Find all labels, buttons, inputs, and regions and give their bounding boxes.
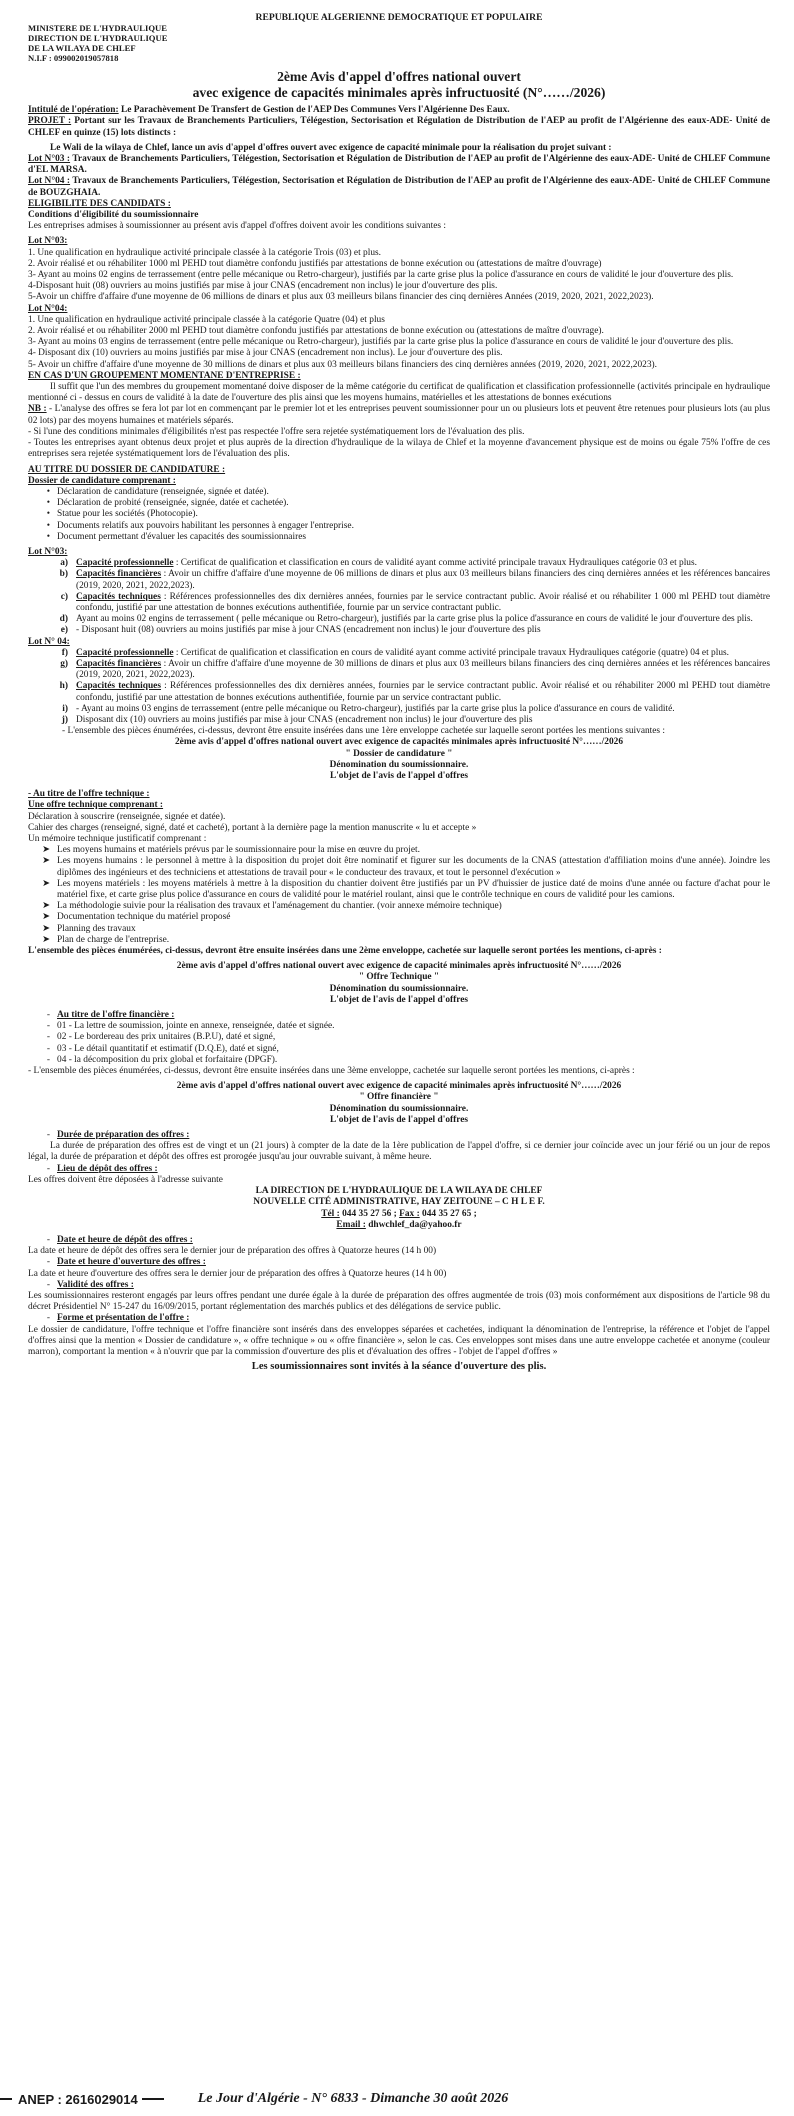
lot-intro-3-text: Travaux de Branchements Particuliers, Télégestion, Sectorisation et Régulation de Distribution de l'AEP au profit de l'Algérienne des eaux-ADE- Unité de CHLEF Commune d'EL MARSA.	[28, 154, 770, 176]
arrow-bullet-icon: ➤	[42, 901, 50, 912]
item-letter: a)	[60, 558, 68, 569]
memoire-item	[28, 912, 770, 923]
envelope1-line: Dénomination du soumissionnaire.	[329, 759, 469, 770]
item-text: Disposant dix (10) ouvriers au moins justifiés par mise à jour CNAS (encadrement non inclus) le jour d'ouverture des plis	[76, 714, 533, 725]
duree-title: Durée de préparation des offres :	[57, 1130, 190, 1141]
dossier-item-text: Documents relatifs aux pouvoirs habilitant les personnes à engager l'entreprise.	[57, 520, 354, 531]
item-label: Capacités financières	[76, 569, 162, 580]
lieu-address: NOUVELLE CITÉ ADMINISTRATIVE, HAY ZEITOUNE – C H L E F.	[253, 1197, 545, 1208]
operation-line	[28, 105, 770, 116]
newspaper-footer	[0, 2088, 794, 2110]
lot3-conditions-label: Lot N°03:	[28, 236, 68, 247]
dash-icon: -	[46, 1043, 50, 1054]
duree-text: La durée de préparation des offres est de vingt et un (21 jours) à compter de la date de la 1ère publication de l'appel d'offre, si ce dernier jour coïncide avec un jour férié ou un jour de repos légal, la durée de préparation et dépôt des offres est prorogée jusqu'au jour ouvrable suivant, à même heure.	[28, 1141, 770, 1163]
lot-intro-4-label: Lot N°04 :	[28, 176, 71, 187]
email-value: dhwchlef_da@yahoo.fr	[365, 1219, 462, 1230]
fax-label: Fax :	[399, 1208, 420, 1219]
dossier-item-text: Document permettant d'évaluer les capacités des soumissionnaires	[57, 531, 307, 542]
forme-title-row	[28, 1313, 770, 1324]
lot4-conditions-label: Lot N°04:	[28, 303, 68, 314]
item-body: : Certificat de qualification et classification en cours de validité ayant comme activité principale travaux Hydrauliques catégorie 03 et plus.	[173, 558, 697, 569]
arrow-bullet-icon: ➤	[42, 934, 50, 945]
notice-subtitle: avec exigence de capacités minimales après infructuosité (N°……/2026)	[192, 85, 606, 101]
envelope1-line: 2ème avis d'appel d'offres national ouvert avec exigence de capacités minimales après infructuosité N°……/2026	[174, 737, 624, 748]
financiere-item-text: 01 - La lettre de soumission, jointe en annexe, renseignée, datée et signée.	[57, 1021, 335, 1032]
item-body: : Avoir un chiffre d'affaire d'une moyenne de 30 millions de dinars et plus aux 03 meilleurs bilans financiers des cinq dernières années et les références bancaires (2019, 2020, 2021, 2022,2023).	[76, 658, 770, 681]
capacity-item	[28, 592, 770, 614]
lot-intro-3-label: Lot N°03 :	[28, 154, 71, 165]
dash-icon: -	[46, 1054, 50, 1065]
envelope3-line: Dénomination du soumissionnaire.	[329, 1103, 469, 1114]
validite-text: Les soumissionnaires resteront engagés par leurs offres pendant une durée égale à la durée de préparation des offres augmentée de trois (03) mois conformément aux dispositions de l'article 98 du décret Présidentiel N° 15-247 du 16/09/2015, portant réglementation des marchés publics et des délégations de service public.	[28, 1290, 770, 1313]
item-text	[76, 659, 770, 681]
arrow-bullet-icon: ➤	[42, 856, 50, 867]
lot4-condition-item: 4- Disposant dix (10) ouvriers au moins justifiés par mise à jour CNAS (encadrement non inclus). Le jour d'ouverture des plis.	[28, 348, 503, 359]
financiere-item	[28, 1021, 770, 1032]
item-body: : Références professionnelles des dix dernières années, fournies par le service contractant public. Avoir réalisé et ou réhabiliter 1 000 ml PEHD tout diamètre confondu, justifié par une attestation de bonnes exécutions authentifiée, fournie par un service contractant public.	[76, 591, 770, 613]
dash-icon: -	[46, 1130, 50, 1141]
date-depot-title-row	[28, 1235, 770, 1246]
memoire-item-text: Planning des travaux	[57, 923, 136, 934]
envelope2-line: L'objet de l'avis de l'appel d'offres	[329, 994, 469, 1005]
item-body: : Références professionnelles des dix dernières années, fournies par le service contractant public. Avoir réalisé et ou réhabiliter 2000 ml PEHD tout diamètre confondu, justifié par une attestation de bonnes exécutions authentifiée, fournie par un service contractant public.	[76, 681, 770, 703]
lot3-condition-item: 4-Disposant huit (08) ouvriers au moins justifiés par mise à jour CNAS (encadrement non inclus) le jour d'ouverture des plis.	[28, 281, 498, 292]
item-text: - Ayant au moins 03 engins de terrassement (entre pelle mécanique ou Retro-chargeur), justifiés par la carte grise plus la police d'assurance en cours de validité.	[76, 703, 675, 714]
envelope1-line: " Dossier de candidature "	[345, 748, 453, 759]
nb-text: - L'analyse des offres se fera lot par lot en commençant par le premier lot et les entreprises peuvent soumissionner pour un ou plusieurs lots et peuvent être retenues pour plusieurs lots (au plus 02 lots) par des moyens humaines et matériels séparés.	[28, 404, 770, 426]
lot4-condition-item: 1. Une qualification en hydraulique activité principale classée à la catégorie Quatre (04) et plus	[28, 314, 385, 325]
dash-icon: -	[46, 1010, 50, 1021]
dossier-candidature-title: AU TITRE DU DOSSIER DE CANDIDATURE :	[28, 464, 226, 475]
memoire-item-text: Les moyens humains et matériels prévus par le soumissionnaire pour la mise en œuvre du projet.	[57, 845, 420, 856]
financiere-item	[28, 1032, 770, 1043]
lot3-condition-item: 5-Avoir un chiffre d'affaire d'une moyenne de 06 millions de dinars et plus aux 03 meilleurs bilans financier des cinq dernières Années (2019, 2020, 2021, 2022,2023).	[28, 292, 654, 303]
item-label: Capacité professionnelle	[76, 558, 174, 569]
notice-title: 2ème Avis d'appel d'offres national ouvert	[277, 69, 521, 85]
duree-title-row	[28, 1130, 770, 1141]
item-letter: b)	[59, 569, 68, 580]
capacity-item	[28, 681, 770, 703]
offre-technique-closing: L'ensemble des pièces énumérées, ci-dessus, devront être ensuite insérées dans une 2ème enveloppe, cachetée sur laquelle seront portées les mentions, ci-après :	[28, 946, 662, 957]
item-letter: j)	[61, 714, 68, 725]
fax-value: 044 35 27 65 ;	[419, 1208, 477, 1219]
envelope1-line: L'objet de l'avis de l'appel d'offres	[329, 770, 469, 781]
item-text: - Disposant huit (08) ouvriers au moins justifiés par mise à jour CNAS (encadrement non inclus) le jour d'ouverture des plis	[76, 625, 541, 636]
item-body: : Certificat de qualification et classification en cours de validité ayant comme activité principale travaux Hydrauliques catégorie (quatre) 04 et plus.	[173, 647, 729, 658]
email-label: Email :	[336, 1219, 366, 1230]
dossier-item	[28, 521, 770, 532]
forme-text: Le dossier de candidature, l'offre technique et l'offre financière sont insérés dans des enveloppes séparées et cachetées, indiquant la dénomination de l'entreprise, la référence et l'objet de l'appel d'offres ainsi que la mention « Dossier de candidature », « offre technique » ou « offre financière », selon le cas. Ces enveloppes sont mises dans une autre enveloppe cachetée et anonyme (couleur marron), comportant la mention « à n'ouvrir que par la commission d'ouverture des plis et d'évaluation des offres - l'objet de l'appel d'offres »	[28, 1324, 770, 1357]
memoire-item-text: Les moyens humains : le personnel à mettre à la disposition du projet doit être nominatif et figurer sur les documents de la CNAS (attestation d'affiliation moins d'une année). Joindre les diplômes des ingénieurs et des techniciens et attestations de travail pour « le conducteur des travaux, et tout le personnel d'exécution »	[57, 856, 770, 878]
memoire-item	[28, 845, 770, 856]
nb-label: NB :	[28, 404, 47, 415]
direction-line: DIRECTION DE L'HYDRAULIQUE	[28, 33, 168, 44]
groupement-paragraph: Il suffit que l'un des membres du groupement momentané doive disposer de la même catégorie du certificat de qualification et classification professionnelle (activités principale en hydraulique mentionné ci - dessus en cours de validité à la date de l'ouverture des plis ainsi que les moyens humains, matérielles et les attestations de bonnes exécutions	[28, 382, 770, 404]
bullet-icon: •	[46, 498, 50, 509]
forme-title: Forme et présentation de l'offre :	[57, 1313, 190, 1324]
capacity-item	[28, 704, 770, 715]
memoire-item	[28, 924, 770, 935]
eligibilite-title: ELIGIBILITE DES CANDIDATS :	[28, 198, 171, 209]
groupement-advancement-note: - Toutes les entreprises ayant obtenus deux projet et plus auprès de la direction d'hydraulique de la wilaya de Chlef et la moyenne d'avancement physique est de moins ou égale 75% l'offre de ces entreprises sera rejetée systématiquement lors de l'évaluation des plis.	[28, 438, 770, 460]
validite-title-row	[28, 1280, 770, 1291]
financiere-item	[28, 1044, 770, 1055]
financiere-item-text: 03 - Le détail quantitatif et estimatif (D.Q.E), daté et signé,	[57, 1043, 279, 1054]
operation-text: Le Parachèvement De Transfert de Gestion de l'AEP Des Communes Vers l'Algérienne Des Eaux.	[118, 105, 510, 116]
bullet-icon: •	[46, 509, 50, 520]
lot4-condition-item: 2. Avoir réalisé et ou réhabiliter 2000 ml PEHD tout diamètre confondu justifiés par attestations de bonne exécution ou (attestations de maître d'ouvrage).	[28, 326, 604, 337]
journal-issue: Le Jour d'Algérie - N° 6833 - Dimanche 30 août 2026	[197, 2091, 509, 2106]
invitation-line: Les soumissionnaires sont invités à la séance d'ouverture des plis.	[251, 1361, 547, 1373]
lot4-condition-item: 5- Avoir un chiffre d'affaire d'une moyenne de 30 millions de dinars et plus aux 03 meilleurs bilans financiers des cinq dernières années (2019, 2020, 2021, 2022,2023).	[28, 359, 658, 370]
envelope2-line: " Offre Technique "	[358, 972, 440, 983]
item-text	[76, 569, 770, 591]
dash-icon: -	[46, 1257, 50, 1268]
item-letter: c)	[60, 591, 68, 602]
offre-financiere-title: Au titre de l'offre financière :	[57, 1010, 175, 1021]
lieu-contacts	[28, 1209, 770, 1220]
capacity-item	[28, 659, 770, 681]
projet-line	[28, 116, 770, 138]
offre-technique-line: Un mémoire technique justificatif comprenant :	[28, 834, 207, 844]
item-label: Capacités techniques	[76, 591, 161, 602]
capacity-item	[28, 648, 770, 659]
footer-rule	[142, 2098, 164, 2100]
memoire-item	[28, 935, 770, 946]
lieu-title: Lieu de dépôt des offres :	[57, 1163, 158, 1174]
dossier-item-text: Déclaration de candidature (renseignée, signée et datée).	[57, 486, 269, 497]
date-ouverture-title-row	[28, 1257, 770, 1268]
groupement-nb	[28, 404, 770, 426]
dash-icon: -	[46, 1279, 50, 1290]
financiere-item-text: 02 - Le bordereau des prix unitaires (B.P.U), daté et signé,	[57, 1032, 276, 1043]
date-ouverture-title: Date et heure d'ouverture des offres :	[57, 1257, 206, 1268]
dossier-item	[28, 487, 770, 498]
nif-line: N.I.F : 099002019057818	[28, 53, 119, 64]
lot4-capacites-label: Lot N° 04:	[28, 636, 70, 647]
lot-intro-3	[28, 154, 770, 176]
capacity-item	[28, 558, 770, 569]
memoire-item-text: Les moyens matériels : les moyens matériels à mettre à la disposition du chantier doivent être justifiés par un PV d'huissier de justice daté de moins d'une année ou facture d'achat pour le matériel fixe, et carte grise plus police d'assurance en cours de validité pour le matériel roulant, ainsi que le contrôle technique en cours de validité pour les camions.	[57, 878, 770, 901]
item-text	[76, 558, 770, 569]
memoire-item	[28, 901, 770, 912]
offre-technique-title: - Au titre de l'offre technique :	[28, 789, 150, 800]
operation-label: Intitulé de l'opération:	[28, 105, 119, 116]
anep-number: ANEP : 2616029014	[18, 2091, 138, 2107]
offre-financiere-title-row	[28, 1010, 770, 1021]
offre-financiere-closing: - L'ensemble des pièces énumérées, ci-dessus, devront être ensuite insérées dans une 3ème enveloppe, cachetée sur laquelle seront portées les mentions, ci-après :	[28, 1066, 635, 1077]
dash-icon: -	[46, 1032, 50, 1043]
memoire-item-text: Documentation technique du matériel proposé	[57, 912, 231, 923]
dossier-item	[28, 498, 770, 509]
lot3-capacites-label: Lot N°03:	[28, 546, 68, 557]
dossier-item	[28, 509, 770, 520]
bullet-icon: •	[46, 531, 50, 542]
dash-icon: -	[46, 1163, 50, 1174]
projet-text: Portant sur les Travaux de Branchements Particuliers, Télégestion, Sectorisation et Régulation de Distribution de l'AEP au profit de l'Algérienne des eaux-ADE- Unité de CHLEF en quinze (15) lots distincts :	[28, 116, 771, 138]
offre-technique-line: Cahier des charges (renseigné, signé, daté et cacheté), portant à la dernière page la mention manuscrite « lu et accepte »	[28, 822, 477, 833]
tel-value: 044 35 27 56 ;	[339, 1208, 397, 1219]
republic-heading: REPUBLIQUE ALGERIENNE DEMOCRATIQUE ET POPULAIRE	[255, 12, 543, 23]
candidature-closing: - L'ensemble des pièces énumérées, ci-dessus, devront être ensuite insérées dans une 1ère enveloppe cachetée sur laquelle seront portées les mentions suivantes :	[62, 726, 666, 737]
bullet-icon: •	[46, 486, 50, 497]
ministry-line: MINISTERE DE L'HYDRAULIQUE	[28, 23, 167, 34]
dossier-item	[28, 532, 770, 543]
item-text	[76, 681, 770, 703]
item-text	[76, 592, 770, 614]
financiere-item-text: 04 - la décomposition du prix global et forfaitaire (DPGF).	[57, 1054, 278, 1065]
memoire-item-text: La méthodologie suivie pour la réalisation des travaux et l'aménagement du chantier. (voir annexe mémoire technique)	[57, 901, 502, 912]
envelope2-line: Dénomination du soumissionnaire.	[329, 983, 469, 994]
lot3-condition-item: 3- Ayant au moins 02 engins de terrassement (entre pelle mécanique ou Retro-chargeur), justifiés par la carte grise plus la police d'assurance en cours de validité le jour d'ouverture des plis.	[28, 270, 734, 281]
validite-title: Validité des offres :	[57, 1279, 134, 1290]
memoire-item	[28, 856, 770, 878]
item-letter: e)	[60, 625, 68, 636]
envelope3-line: L'objet de l'avis de l'appel d'offres	[329, 1114, 469, 1125]
eligibilite-subtitle: Conditions d'éligibilité du soumissionnaire	[28, 210, 199, 221]
item-letter: h)	[59, 681, 68, 692]
lieu-email	[28, 1220, 770, 1231]
lot-intro-4-text: Travaux de Branchements Particuliers, Télégestion, Sectorisation et Régulation de Distribution de l'AEP au profit de l'Algérienne des eaux-ADE- Unité de CHLEF Commune de BOUZGHAIA.	[28, 176, 770, 198]
bullet-icon: •	[46, 520, 50, 531]
date-ouverture-text: La date et heure d'ouverture des offres sera le dernier jour de préparation des offres à Quatorze heures (14 h 00)	[28, 1268, 447, 1279]
item-label: Capacités financières	[76, 658, 162, 669]
memoire-item	[28, 879, 770, 901]
capacity-item	[28, 614, 770, 625]
lot3-condition-item: 1. Une qualification en hydraulique activité principale classée à la catégorie Trois (03) et plus.	[28, 247, 382, 258]
date-depot-title: Date et heure de dépôt des offres :	[57, 1234, 193, 1245]
groupement-rejection-note: - Si l'une des conditions minimales d'éligibilités n'est pas respectée l'offre sera rejetée systématiquement lors de l'évaluation des plis.	[28, 426, 525, 437]
item-label: Capacités techniques	[76, 681, 161, 692]
item-letter: f)	[61, 647, 68, 658]
lot3-condition-item: 2. Avoir réalisé et ou réhabiliter 1000 ml PEHD tout diamètre confondu justifiés par attestations de bonne exécution ou (attestations de maître d'ouvrage)	[28, 258, 602, 269]
lot-intro-4	[28, 176, 770, 198]
wilaya-line: DE LA WILAYA DE CHLEF	[28, 43, 136, 54]
projet-label: PROJET :	[28, 116, 72, 127]
lieu-title-row	[28, 1164, 770, 1175]
capacity-item	[28, 569, 770, 591]
groupement-title: EN CAS D'UN GROUPEMENT MOMENTANE D'ENTREPRISE :	[28, 370, 301, 381]
dash-icon: -	[46, 1234, 50, 1245]
lot4-condition-item: 3- Ayant au moins 03 engins de terrassement (entre pelle mécanique ou Retro-chargeur), justifiés par la carte grise plus la police d'assurance en cours de validité le jour d'ouverture des plis.	[28, 337, 734, 348]
lieu-org: LA DIRECTION DE L'HYDRAULIQUE DE LA WILAYA DE CHLEF	[255, 1186, 543, 1197]
item-letter: g)	[60, 658, 68, 669]
item-text: Ayant au moins 02 engins de terrassement ( pelle mécanique ou Retro-chargeur), justifiés par la carte grise plus la police d'assurance en cours de validité le jour d'ouverture des plis.	[76, 614, 753, 625]
arrow-bullet-icon: ➤	[42, 878, 50, 889]
memoire-item-text: Plan de charge de l'entreprise.	[57, 934, 170, 945]
dossier-candidature-subtitle: Dossier de candidature comprenant :	[28, 475, 176, 486]
envelope2-line: 2ème avis d'appel d'offres national ouvert avec exigence de capacité minimales après infructuosité N°……/2026	[176, 961, 622, 972]
item-label: Capacité professionnelle	[76, 647, 174, 658]
envelope3-line: " Offre financière "	[359, 1092, 439, 1103]
footer-rule	[0, 2098, 12, 2100]
item-letter: i)	[62, 703, 68, 714]
item-text	[76, 648, 770, 659]
offre-technique-subtitle: Une offre technique comprenant :	[28, 800, 164, 811]
envelope3-line: 2ème avis d'appel d'offres national ouvert avec exigence de capacité minimales après infructuosité N°……/2026	[176, 1081, 622, 1092]
date-depot-text: La date et heure de dépôt des offres sera le dernier jour de préparation des offres à Quatorze heures (14 h 00)	[28, 1246, 437, 1257]
item-letter: d)	[59, 614, 68, 625]
dossier-item-text: Statue pour les sociétés (Photocopie).	[57, 509, 198, 520]
dash-icon: -	[46, 1313, 50, 1324]
lieu-text: Les offres doivent être déposées à l'adresse suivante	[28, 1174, 223, 1185]
financiere-item	[28, 1055, 770, 1066]
dossier-item-text: Déclaration de probité (renseignée, signée, datée et cachetée).	[57, 498, 289, 509]
arrow-bullet-icon: ➤	[42, 923, 50, 934]
capacity-item	[28, 625, 770, 636]
dash-icon: -	[46, 1021, 50, 1032]
arrow-bullet-icon: ➤	[42, 845, 50, 856]
item-body: : Avoir un chiffre d'affaire d'une moyenne de 06 millions de dinars et plus aux 03 meilleurs bilans financiers des cinq dernières années et les références bancaires (2019, 2020, 2021, 2022,2023).	[76, 569, 770, 591]
arrow-bullet-icon: ➤	[42, 912, 50, 923]
offre-technique-line: Déclaration à souscrire (renseignée, signée et datée).	[28, 811, 226, 822]
intro-paragraph: Le Wali de la wilaya de Chlef, lance un avis d'appel d'offres ouvert avec exigence de capacité minimale pour la réalisation du projet suivant :	[50, 142, 612, 153]
tel-label: Tél :	[321, 1208, 340, 1219]
capacity-item	[28, 715, 770, 726]
eligibilite-text: Les entreprises admises à soumissionner au présent avis d'appel d'offres doivent avoir les conditions suivantes :	[28, 221, 446, 232]
